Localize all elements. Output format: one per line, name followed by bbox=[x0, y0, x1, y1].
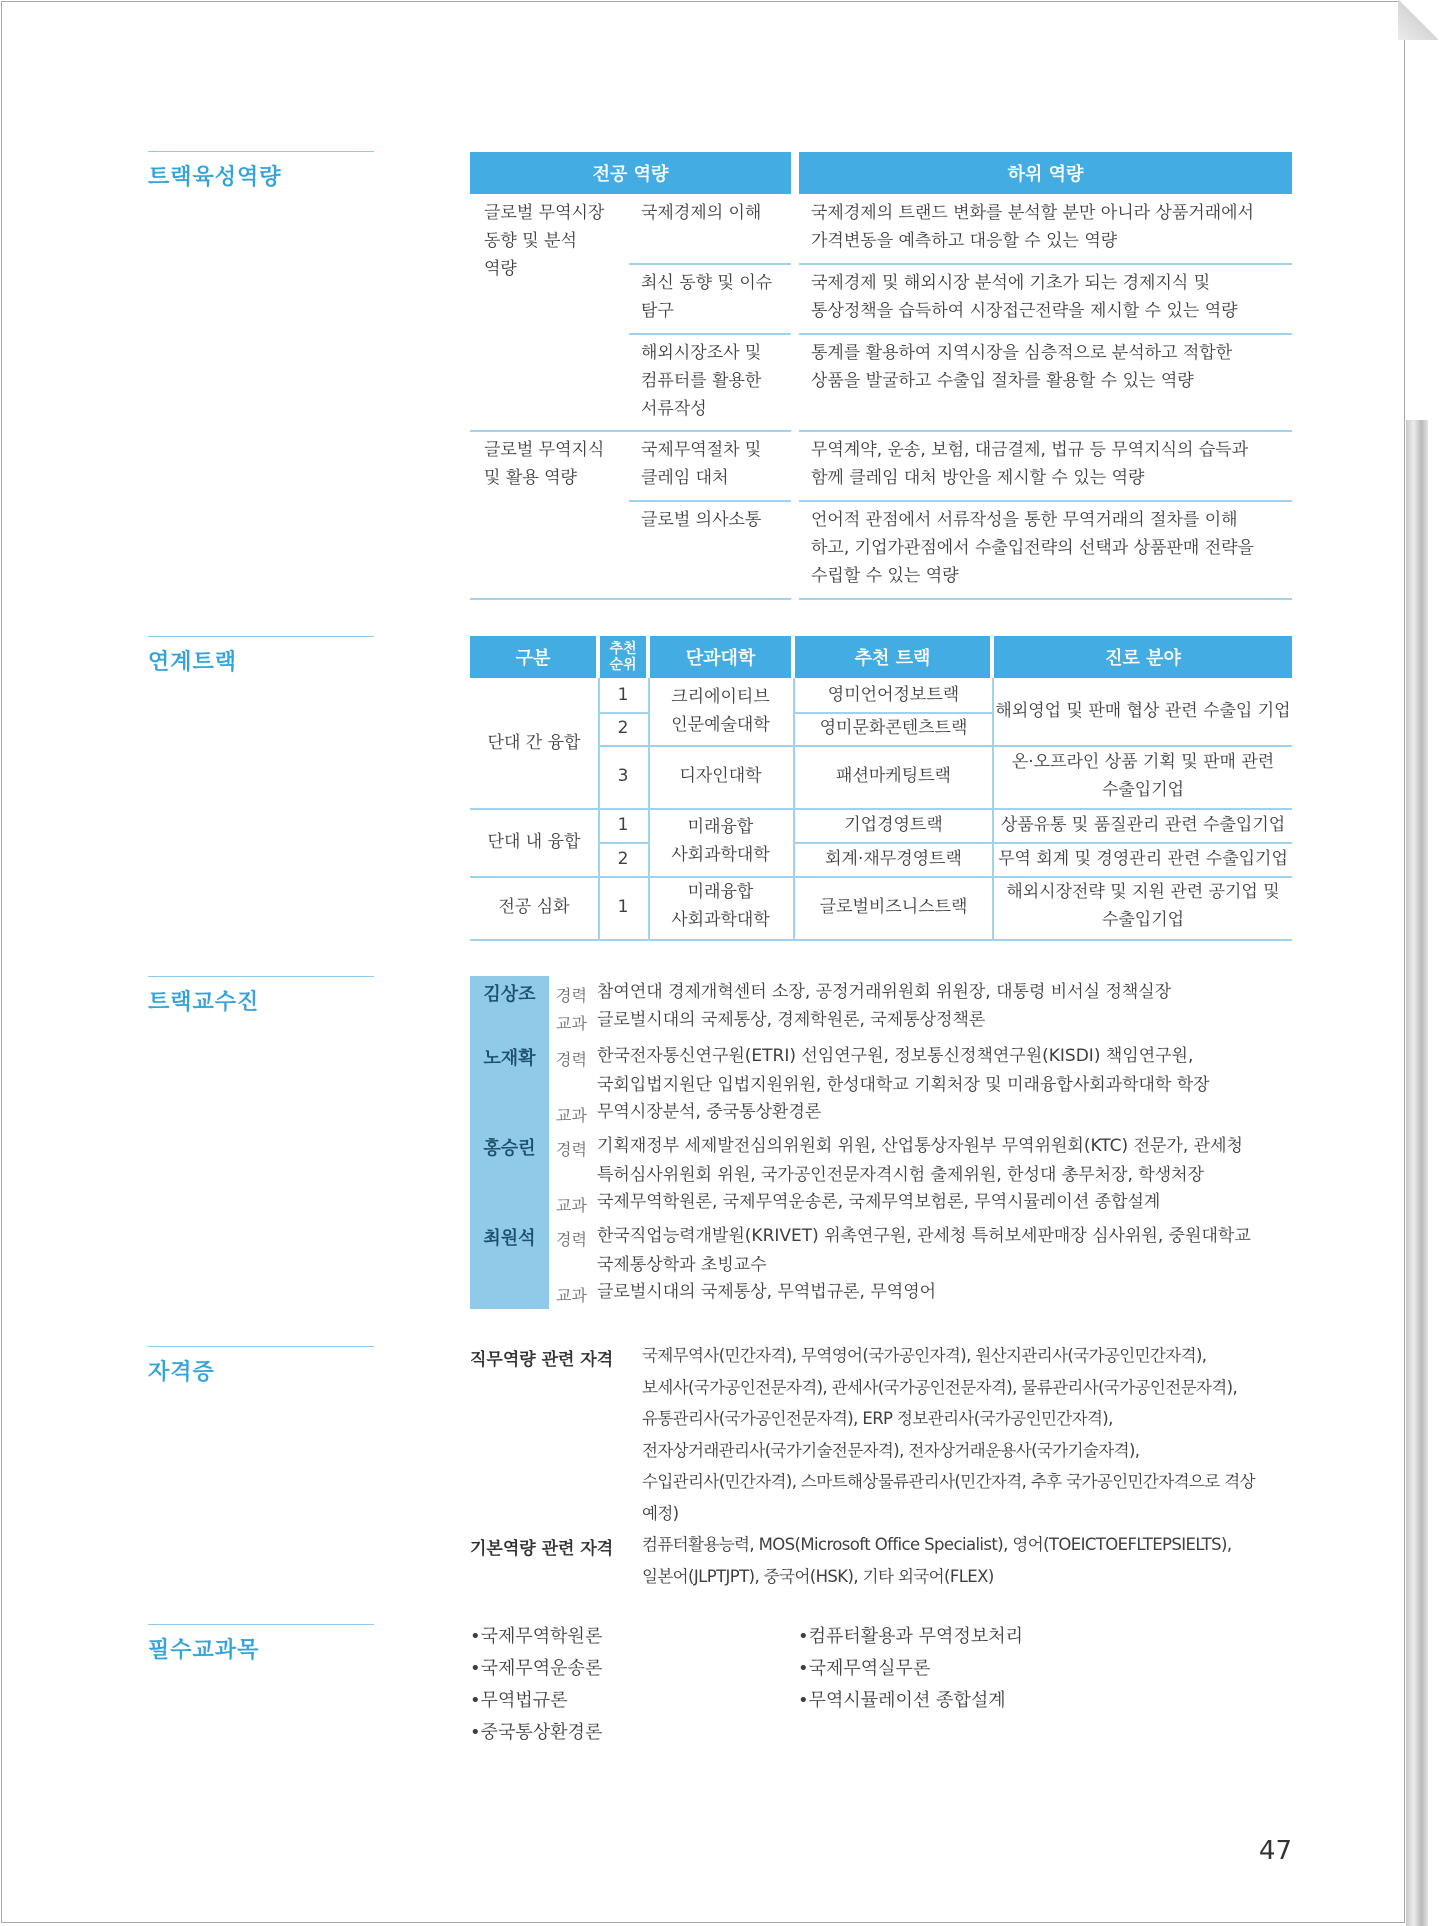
career-cell: 무역 회계 및 경영관리 관련 수출입기업 bbox=[998, 849, 1288, 869]
faculty-name: 김상조 bbox=[483, 984, 536, 1005]
career-tag: 경력 bbox=[556, 1140, 587, 1159]
row-divider bbox=[598, 842, 648, 844]
track-cell: 회계·재무경영트랙 bbox=[825, 849, 962, 869]
section-competency bbox=[148, 151, 374, 191]
table-bottom-rule bbox=[470, 939, 1292, 941]
section-certificates bbox=[148, 1346, 374, 1386]
row-divider bbox=[470, 808, 1292, 810]
track-cell: 영미문화콘텐츠트랙 bbox=[819, 718, 968, 738]
competency-name: 해외시장조사 및 컴퓨터를 활용한 서류작성 bbox=[641, 343, 762, 419]
section-title: 연계트랙 bbox=[148, 650, 238, 675]
faculty-career: 한국직업능력개발원(KRIVET) 위촉연구원, 관세청 특허보세판매장 심사위원, 중원대학교 국제통상학과 초빙교수 bbox=[597, 1226, 1251, 1275]
section-title: 트랙교수진 bbox=[148, 990, 260, 1015]
career-cell: 상품유통 및 품질관리 관련 수출입기업 bbox=[1000, 815, 1286, 835]
college-cell: 미래융합 사회과학대학 bbox=[671, 882, 770, 930]
required-course-item: •국제무역실무론 bbox=[798, 1658, 931, 1679]
page-number: 47 bbox=[1258, 1836, 1292, 1866]
faculty-name: 홍승린 bbox=[483, 1138, 536, 1159]
row-divider bbox=[799, 263, 1292, 265]
required-course-item: •국제무역학원론 bbox=[470, 1626, 603, 1647]
competency-description: 무역계약, 운송, 보험, 대금결제, 법규 등 무역지식의 습득과 함께 클레임 대처 방안을 제시할 수 있는 역량 bbox=[811, 440, 1249, 488]
page-corner-fold bbox=[1398, 0, 1438, 40]
header-career: 진로 분야 bbox=[994, 636, 1292, 678]
college-cell: 크리에이티브 인문예술대학 bbox=[671, 687, 770, 735]
track-cell: 기업경영트랙 bbox=[844, 815, 943, 835]
competency-description: 국제경제 및 해외시장 분석에 기초가 되는 경제지식 및 통상정책을 습득하여 시장접근전략을 제시할 수 있는 역량 bbox=[811, 273, 1238, 321]
career-cell: 해외시장전략 및 지원 관련 공기업 및 수출입기업 bbox=[1006, 882, 1280, 930]
course-tag: 교과 bbox=[556, 1014, 587, 1033]
division-cell: 단대 내 융합 bbox=[487, 832, 581, 852]
career-tag: 경력 bbox=[556, 986, 587, 1005]
course-tag: 교과 bbox=[556, 1106, 587, 1125]
row-divider bbox=[799, 333, 1292, 335]
required-course-item: •무역시뮬레이션 종합설계 bbox=[798, 1690, 1006, 1711]
faculty-career: 참여연대 경제개혁센터 소장, 공정거래위원회 위원장, 대통령 비서실 정책실장 bbox=[597, 982, 1172, 1002]
section-title: 트랙육성역량 bbox=[148, 165, 282, 190]
faculty-courses: 국제무역학원론, 국제무역운송론, 국제무역보험론, 무역시뮬레이션 종합설계 bbox=[597, 1192, 1161, 1212]
rank-cell: 3 bbox=[617, 766, 629, 786]
track-cell: 영미언어정보트랙 bbox=[827, 685, 960, 705]
header-college: 단과대학 bbox=[650, 636, 791, 678]
header-rank: 추천 순위 bbox=[600, 636, 646, 678]
section-linked-tracks bbox=[148, 636, 374, 676]
header-major-competency: 전공 역량 bbox=[470, 152, 791, 194]
division-cell: 단대 간 융합 bbox=[487, 733, 581, 753]
competency-name: 국제경제의 이해 bbox=[641, 203, 762, 223]
table-bottom-rule bbox=[470, 598, 791, 600]
required-course-item: •무역법규론 bbox=[470, 1690, 568, 1711]
required-course-item: •국제무역운송론 bbox=[470, 1658, 603, 1679]
competency-name: 국제무역절차 및 클레임 대처 bbox=[641, 440, 762, 488]
faculty-courses: 글로벌시대의 국제통상, 경제학원론, 국제통상정책론 bbox=[597, 1010, 986, 1030]
row-divider bbox=[629, 263, 791, 265]
section-title: 필수교과목 bbox=[148, 1638, 260, 1663]
faculty-name: 노재확 bbox=[483, 1048, 536, 1069]
group-divider bbox=[470, 430, 791, 432]
competency-description: 언어적 관점에서 서류작성을 통한 무역거래의 절차를 이해 하고, 기업가관점에서 수출입전략의 선택과 상품판매 전략을 수립할 수 있는 역량 bbox=[811, 510, 1254, 586]
competency-name: 글로벌 의사소통 bbox=[641, 510, 762, 530]
rank-cell: 1 bbox=[617, 685, 629, 705]
track-cell: 패션마케팅트랙 bbox=[836, 766, 951, 786]
faculty-name: 최원석 bbox=[483, 1228, 536, 1249]
division-cell: 전공 심화 bbox=[498, 897, 570, 917]
page-spine bbox=[1406, 420, 1428, 1926]
row-divider bbox=[648, 745, 793, 747]
row-divider bbox=[629, 333, 791, 335]
career-cell: 온·오프라인 상품 기획 및 판매 관련 수출입기업 bbox=[1011, 752, 1275, 800]
competency-description: 통계를 활용하여 지역시장을 심층적으로 분석하고 적합한 상품을 발굴하고 수출입 절차를 활용할 수 있는 역량 bbox=[811, 343, 1233, 391]
faculty-career: 기획재정부 세제발전심의위원회 위원, 산업통상자원부 무역위원회(KTC) 전문가, 관세청 특허심사위원회 위원, 국가공인전문자격시험 출제위원, 한성대 총무처장, 학생처장 bbox=[597, 1136, 1243, 1185]
job-cert-label: 직무역량 관련 자격 bbox=[470, 1350, 614, 1370]
row-divider bbox=[799, 500, 1292, 502]
course-tag: 교과 bbox=[556, 1196, 587, 1215]
faculty-courses: 무역시장분석, 중국통상환경론 bbox=[597, 1102, 822, 1122]
rank-cell: 2 bbox=[617, 718, 629, 738]
header-track: 추천 트랙 bbox=[795, 636, 990, 678]
job-cert-list: 국제무역사(민간자격), 무역영어(국가공인자격), 원산지관리사(국가공인민간자격), 보세사(국가공인전문자격), 관세사(국가공인전문자격), 물류관리사(국가공인전문자격), 유통관리사(국가공인전문자격), ERP 정보관리사(국가공인민간자격), 전자상거래관리사(국가기술전문자격), 전자상거래운용사(국가기술자격), 수입관리사(민간자격), 스마트해상물류관리사(민간자격, 추후 국가공인민간자격으로 격상 예정) bbox=[642, 1346, 1255, 1523]
career-tag: 경력 bbox=[556, 1050, 587, 1069]
required-course-item: •컴퓨터활용과 무역정보처리 bbox=[798, 1626, 1023, 1647]
career-cell: 해외영업 및 판매 협상 관련 수출입 기업 bbox=[995, 701, 1291, 721]
section-required-courses bbox=[148, 1624, 374, 1664]
career-tag: 경력 bbox=[556, 1230, 587, 1249]
basic-cert-list: 컴퓨터활용능력, MOS(Microsoft Office Specialist), 영어(TOEICTOEFLTEPSIELTS), 일본어(JLPTJPT), 중국어(HSK), 기타 외국어(FLEX) bbox=[642, 1535, 1232, 1586]
rank-cell: 1 bbox=[617, 897, 629, 917]
rank-cell: 2 bbox=[617, 849, 629, 869]
major-competency-1: 글로벌 무역시장 동향 및 분석 역량 bbox=[484, 203, 605, 279]
major-competency-2: 글로벌 무역지식 및 활용 역량 bbox=[484, 440, 605, 488]
table-bottom-rule bbox=[799, 598, 1292, 600]
required-course-item: •중국통상환경론 bbox=[470, 1722, 603, 1743]
college-cell: 미래융합 사회과학대학 bbox=[671, 817, 770, 865]
row-divider bbox=[793, 842, 1292, 844]
rank-cell: 1 bbox=[617, 815, 629, 835]
row-divider bbox=[793, 745, 1292, 747]
header-division: 구분 bbox=[470, 636, 596, 678]
section-title: 자격증 bbox=[148, 1360, 215, 1385]
course-tag: 교과 bbox=[556, 1286, 587, 1305]
row-divider bbox=[598, 745, 648, 747]
basic-cert-label: 기본역량 관련 자격 bbox=[470, 1539, 614, 1559]
row-divider bbox=[629, 500, 791, 502]
faculty-career: 한국전자통신연구원(ETRI) 선임연구원, 정보통신정책연구원(KISDI) 책임연구원, 국회입법지원단 입법지원위원, 한성대학교 기획처장 및 미래융합사회과학대학 학장 bbox=[597, 1046, 1210, 1095]
college-cell: 디자인대학 bbox=[679, 766, 762, 786]
competency-description: 국제경제의 트랜드 변화를 분석할 분만 아니라 상품거래에서 가격변동을 예측하고 대응할 수 있는 역량 bbox=[811, 203, 1254, 251]
section-faculty bbox=[148, 976, 374, 1016]
track-cell: 글로벌비즈니스트랙 bbox=[819, 897, 968, 917]
faculty-courses: 글로벌시대의 국제통상, 무역법규론, 무역영어 bbox=[597, 1282, 937, 1302]
header-sub-competency: 하위 역량 bbox=[799, 152, 1292, 194]
group-divider bbox=[799, 430, 1292, 432]
competency-name: 최신 동향 및 이슈 탐구 bbox=[641, 273, 773, 321]
